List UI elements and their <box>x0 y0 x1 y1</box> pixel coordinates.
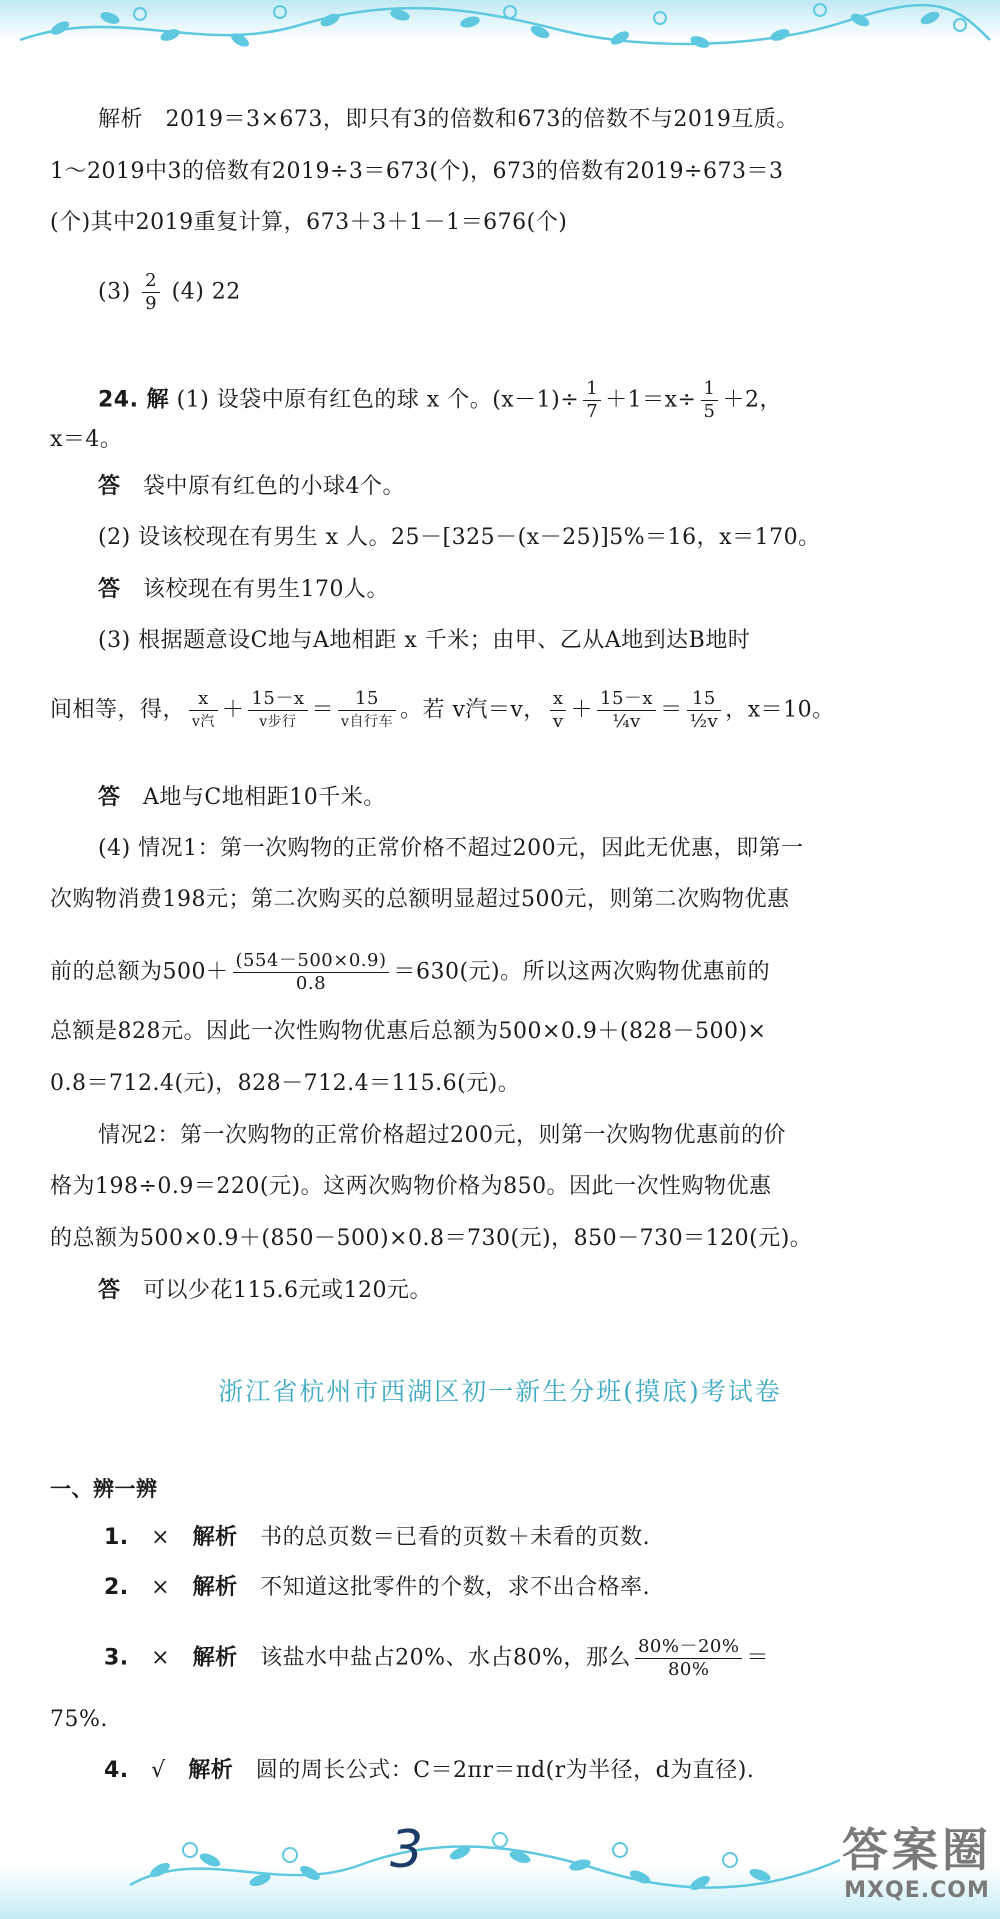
fraction-walk: $\frac{15-x}{\text{v步行}}$ <box>248 688 307 733</box>
line-q24-1-result: x＝4。 <box>50 427 123 452</box>
fraction-x-vcar: $\frac{x}{\text{v汽}}$ <box>189 688 218 733</box>
fraction-1-7: $\frac{1}{7}$ <box>583 378 601 423</box>
page-number: 3 <box>390 1820 424 1880</box>
line-q24-4-case2: 情况2：第一次购物的正常价格超过200元，则第一次购物优惠前的价 <box>98 1123 786 1148</box>
fraction-total-before: $\frac{(554-500\times 0.9)}{0.8}$ <box>233 950 390 995</box>
fraction-half-v: $\frac{15}{\text{½v}}$ <box>687 688 722 733</box>
fraction-quarter-v: $\frac{15-x}{\text{¼v}}$ <box>597 688 656 733</box>
line-q24-3: (3) 根据题意设C地与A地相距 x 千米；由甲、乙从A地到达B地时 <box>98 628 751 653</box>
watermark-logo: 答案圈 <box>842 1823 992 1877</box>
part1-item-1: 1. × 解析 书的总页数＝已看的页数＋未看的页数. <box>104 1525 651 1550</box>
part1-item-3: 3. × 解析 该盐水中盐占20%、水占80%，那么 $\frac{80\%-20\%}{80\%}$ ＝ <box>104 1636 769 1680</box>
part1-item-4: 4. √ 解析 圆的周长公式：C＝2πr＝πd(r为半径，d为直径). <box>104 1758 755 1783</box>
line-q24-4-case1: (4) 情况1：第一次购物的正常价格不超过200元，因此无优惠，即第一 <box>98 836 804 861</box>
fraction-salt-water: $\frac{80\%-20\%}{80\%}$ <box>635 1636 743 1681</box>
fraction-2-9: $\frac{2}{9}$ <box>142 270 160 315</box>
section-title: 浙江省杭州市西湖区初一新生分班(摸底)考试卷 <box>218 1377 782 1406</box>
line-q24-3-equation: 间相等，得， $\frac{x}{\text{v汽}}$ ＋ $\frac{15-x}{\text{v步行}}$ ＝ $\frac{15}{\text{v自行车}}$ 。若 v汽＝v， $\frac{x}{v}$ ＋ $\frac{15-x}{\text{¼v}}$ ＝ $\frac{15}{\text{½v}}$ ，x＝10。 <box>50 688 835 732</box>
line-analysis-3: (个)其中2019重复计算，673＋3＋1－1＝676(个) <box>50 210 568 235</box>
fraction-1-5: $\frac{1}{5}$ <box>701 378 719 423</box>
line-q24-4-case2-b: 格为198÷0.9＝220(元)。这两次购物价格为850。因此一次性购物优惠 <box>50 1174 772 1199</box>
line-q24-4-case1-c: 前的总额为500＋ $\frac{(554-500\times 0.9)}{0.8}$ ＝630(元)。所以这两次购物优惠前的 <box>50 950 771 994</box>
fraction-x-v: $\frac{x}{v}$ <box>550 688 567 733</box>
line-q24-4-case1-b: 次购物消费198元；第二次购买的总额明显超过500元，则第二次购物优惠 <box>50 887 790 912</box>
line-answers-3-4: (3) $\frac{2}{9}$ (4) 22 <box>98 270 241 314</box>
line-q24-2: (2) 设该校现在有男生 x 人。25－[325－(x－25)]5%＝16，x＝170。 <box>98 525 821 550</box>
line-analysis-2: 1～2019中3的倍数有2019÷3＝673(个)，673的倍数有2019÷673＝3 <box>50 159 784 184</box>
line-answer-4: 答 可以少花115.6元或120元。 <box>98 1278 432 1303</box>
line-q24-4-case1-e: 0.8＝712.4(元)，828－712.4＝115.6(元)。 <box>50 1071 521 1096</box>
watermark-url: MXQE.COM <box>844 1878 990 1903</box>
top-vine-banner <box>0 0 1000 70</box>
line-q24-4-case1-d: 总额是828元。因此一次性购物优惠后总额为500×0.9＋(828－500)× <box>50 1019 767 1044</box>
line-analysis-1: 解析 2019＝3×673，即只有3的倍数和673的倍数不与2019互质。 <box>98 107 799 132</box>
line-answer-3: 答 A地与C地相距10千米。 <box>98 785 386 810</box>
part1-item-2: 2. × 解析 不知道这批零件的个数，求不出合格率. <box>104 1575 651 1600</box>
line-q24-1: 24. 解 (1) 设袋中原有红色的球 x 个。(x－1)÷ $\frac{1}{7}$ ＋1＝x÷ $\frac{1}{5}$ ＋2， <box>98 378 782 422</box>
line-q24-4-case2-c: 的总额为500×0.9＋(850－500)×0.8＝730(元)，850－730＝120(元)。 <box>50 1226 813 1251</box>
fraction-bike: $\frac{15}{\text{v自行车}}$ <box>338 688 396 733</box>
line-answer-2: 答 该校现在有男生170人。 <box>98 577 390 602</box>
part1-heading: 一、辨一辨 <box>50 1477 158 1501</box>
site-watermark <box>842 1822 992 1903</box>
part1-item-3-cont: 75%. <box>50 1707 108 1732</box>
line-answer-1: 答 袋中原有红色的小球4个。 <box>98 474 406 499</box>
